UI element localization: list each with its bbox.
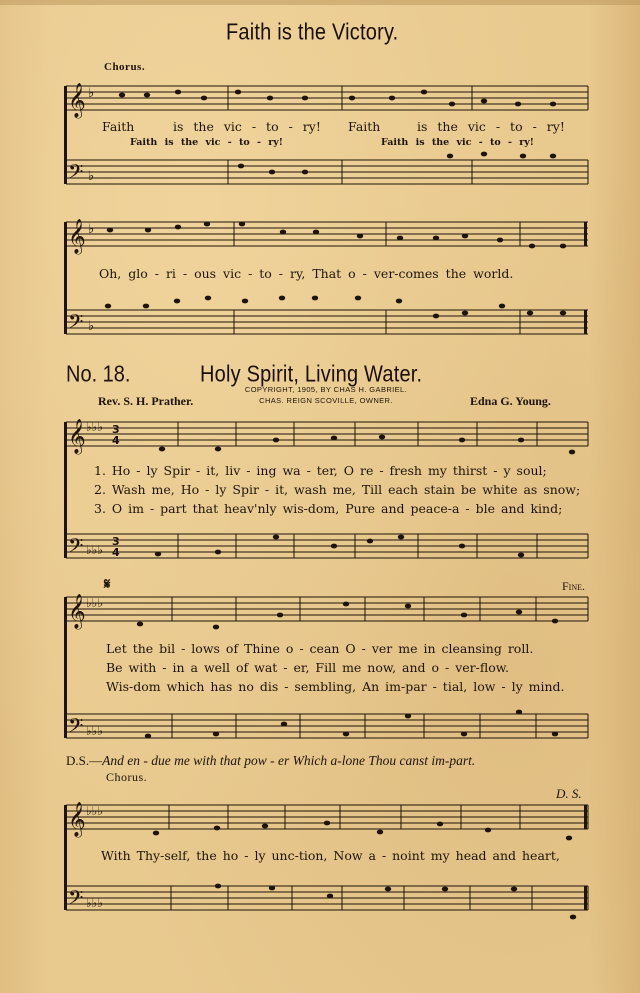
svg-text:♭: ♭ xyxy=(88,319,95,334)
ds-mark: D. S. xyxy=(556,786,582,801)
hymn-top-title: Faith is the Victory. xyxy=(226,20,399,46)
svg-text:4: 4 xyxy=(112,434,120,447)
svg-text:𝄢: 𝄢 xyxy=(68,160,84,188)
verse-1-part1: 1. Ho - ly Spir - it, liv - ing wa - ter, O re - fresh my thirst - y soul; xyxy=(94,463,547,478)
lyric-line-main-2: is the vic - to - ry! xyxy=(173,119,321,134)
verse-1-part2: Let the bil - lows of Thine o - cean O - ver me in cleansing roll. xyxy=(106,641,534,656)
lyric-line-main-3: Faith xyxy=(348,119,381,134)
chorus-lyrics: With Thy-self, the ho - ly unc-tion, Now a - noint my head and heart, xyxy=(101,848,560,863)
ds-line-label: D.S.— xyxy=(66,753,103,768)
svg-text:♭♭♭: ♭♭♭ xyxy=(86,596,103,610)
verse-2-part1: 2. Wash me, Ho - ly Spir - it, wash me, Till each stain be white as snow; xyxy=(94,482,581,497)
verse-3-part1: 3. O im - part that heav'nly wis-dom, Pure and peace-a - ble and kind; xyxy=(94,501,563,516)
svg-text:♭: ♭ xyxy=(88,222,95,237)
lyric-line-system-2: Oh, glo - ri - ous vic - to - ry, That o - ver-comes the world. xyxy=(99,266,514,281)
svg-text:𝄢: 𝄢 xyxy=(68,534,84,562)
verse-3-part2: Wis-dom which has no dis - sembling, An im-par - tial, low - ly mind. xyxy=(106,679,565,694)
system-bars xyxy=(64,86,587,910)
svg-text:♭♭♭: ♭♭♭ xyxy=(86,420,103,434)
svg-text:𝄞: 𝄞 xyxy=(68,83,86,118)
svg-text:3: 3 xyxy=(112,423,120,436)
svg-text:♭♭♭: ♭♭♭ xyxy=(86,896,103,910)
lyric-line-echo-2: Faith is the vic - to - ry! xyxy=(381,137,534,148)
staff-hymn18-a-treble xyxy=(66,422,588,446)
lyric-line-main-4: is the vic - to - ry! xyxy=(417,119,565,134)
svg-text:𝄞: 𝄞 xyxy=(68,219,86,254)
staff-hymn18-c-bass xyxy=(66,886,588,910)
chorus-label-top: Chorus. xyxy=(104,61,146,73)
svg-text:𝄞: 𝄞 xyxy=(68,594,86,629)
staff-system-1-bass xyxy=(66,160,588,184)
svg-text:𝄢: 𝄢 xyxy=(68,310,84,338)
hymn-number: No. 18. xyxy=(66,362,131,388)
svg-text:𝄞: 𝄞 xyxy=(68,419,86,454)
svg-text:♭♭♭: ♭♭♭ xyxy=(86,543,103,557)
copyright-line-1: COPYRIGHT, 1905, BY CHAS H. GABRIEL. xyxy=(244,385,408,394)
lyric-line-echo-1: Faith is the vic - to - ry! xyxy=(130,137,283,148)
svg-text:3: 3 xyxy=(112,535,120,548)
staff-hymn18-b-bass xyxy=(66,714,588,738)
svg-text:𝄞: 𝄞 xyxy=(68,802,86,837)
copyright-line-2: CHAS. REIGN SCOVILLE, OWNER. xyxy=(259,396,393,405)
fine-mark: Fine. xyxy=(562,579,586,593)
staff-hymn18-b-treble xyxy=(66,597,588,621)
staff-system-1-treble xyxy=(66,86,588,110)
staff-hymn18-c-treble xyxy=(66,805,588,829)
svg-text:♭: ♭ xyxy=(88,169,95,184)
segno-icon: 𝄋 xyxy=(104,577,111,593)
svg-text:♭: ♭ xyxy=(88,86,95,101)
ds-line xyxy=(66,752,475,770)
hymn-title: Holy Spirit, Living Water. xyxy=(200,362,423,388)
lyricist-credit: Rev. S. H. Prather. xyxy=(98,394,194,408)
copyright-notice xyxy=(236,384,416,406)
staff-system-2-bass xyxy=(66,310,588,334)
svg-text:𝄢: 𝄢 xyxy=(68,714,84,742)
composer-credit: Edna G. Young. xyxy=(470,394,551,408)
lyric-line-main-1: Faith xyxy=(102,119,135,134)
svg-text:♭♭♭: ♭♭♭ xyxy=(86,724,103,738)
staff-system-2-treble xyxy=(66,222,588,246)
ds-line-lyrics: And en - due me with that pow - er Which a-lone Thou canst im-part. xyxy=(102,753,476,768)
chorus-label: Chorus. xyxy=(106,770,148,784)
verse-2-part2: Be with - in a well of wat - er, Fill me now, and o - ver-flow. xyxy=(106,660,509,675)
svg-text:𝄢: 𝄢 xyxy=(68,886,84,914)
staff-hymn18-a-bass xyxy=(66,534,588,558)
svg-text:♭♭♭: ♭♭♭ xyxy=(86,804,103,818)
svg-text:4: 4 xyxy=(112,546,120,559)
